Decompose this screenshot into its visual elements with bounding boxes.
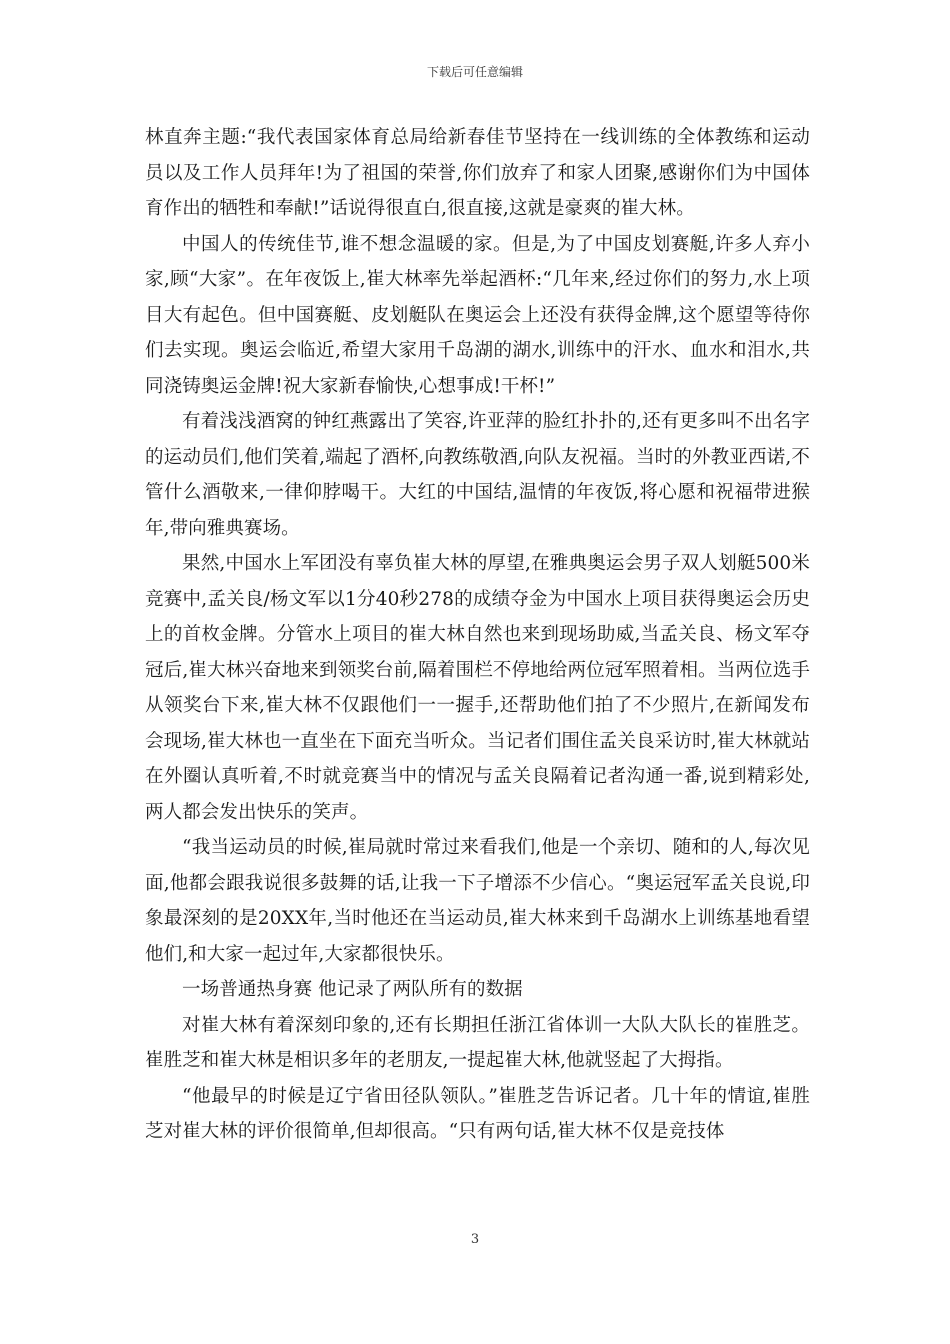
- paragraph-7: “他最早的时候是辽宁省田径队领队。”崔胜芝告诉记者。几十年的情谊,崔胜芝对崔大林的评价很简单,但却很高。“只有两句话,崔大林不仅是竞技体: [145, 1085, 810, 1142]
- page-header: 下载后可任意编辑: [426, 65, 523, 79]
- paragraph-4: 果然,中国水上军团没有辜负崔大林的厚望,在雅典奥运会男子双人划艇500米竞赛中,孟关良/杨文军以1分40秒278的成绩夺金为中国水上项目获得奥运会历史上的首枚金牌。分管水上项目的崔大林自然也来到现场助威,当孟关良、杨文军夺冠后,崔大林兴奋地来到领奖台前,隔着围栏不停地给两位冠军照着相。当两位选手从领奖台下来,崔大林不仅跟他们一一握手,还帮助他们拍了不少照片,在新闻发布会现场,崔大林也一直坐在下面充当听众。当记者们围住孟关良采访时,崔大林就站在外圈认真听着,不时就竞赛当中的情况与孟关良隔着记者沟通一番,说到精彩处,两人都会发出快乐的笑声。: [145, 553, 810, 823]
- page-number: 3: [470, 1232, 480, 1247]
- paragraph-2: 中国人的传统佳节,谁不想念温暖的家。但是,为了中国皮划赛艇,许多人弃小家,顾“大家”。在年夜饭上,崔大林率先举起酒杯:“几年来,经过你们的努力,水上项目大有起色。但中国赛艇、皮划艇队在奥运会上还没有获得金牌,这个愿望等待你们去实现。奥运会临近,希望大家用千岛湖的湖水,训练中的汗水、血水和泪水,共同浇铸奥运金牌!祝大家新春愉快,心想事成!干杯!”: [145, 233, 810, 397]
- document-body: [145, 120, 810, 1150]
- paragraph-1: 林直奔主题:“我代表国家体育总局给新春佳节坚持在一线训练的全体教练和运动员以及工作人员拜年!为了祖国的荣誉,你们放弃了和家人团聚,感谢你们为中国体育作出的牺牲和奉献!”话说得很直白,很直接,这就是豪爽的崔大林。: [145, 127, 810, 219]
- paragraph-6: 对崔大林有着深刻印象的,还有长期担任浙江省体训一大队大队长的崔胜芝。崔胜芝和崔大林是相识多年的老朋友,一提起崔大林,他就竖起了大拇指。: [145, 1014, 810, 1071]
- paragraph-3: 有着浅浅酒窝的钟红燕露出了笑容,许亚萍的脸红扑扑的,还有更多叫不出名字的运动员们,他们笑着,端起了酒杯,向教练敬酒,向队友祝福。当时的外教亚西诺,不管什么酒敬来,一律仰脖喝干。大红的中国结,温情的年夜饭,将心愿和祝福带进猴年,带向雅典赛场。: [145, 411, 810, 539]
- section-subheading: 一场普通热身赛 他记录了两队所有的数据: [182, 979, 523, 1000]
- paragraph-5: “我当运动员的时候,崔局就时常过来看我们,他是一个亲切、随和的人,每次见面,他都会跟我说很多鼓舞的话,让我一下子增添不少信心。“奥运冠军孟关良说,印象最深刻的是20XX年,当时他还在当运动员,崔大林来到千岛湖水上训练基地看望他们,和大家一起过年,大家都很快乐。: [145, 837, 810, 965]
